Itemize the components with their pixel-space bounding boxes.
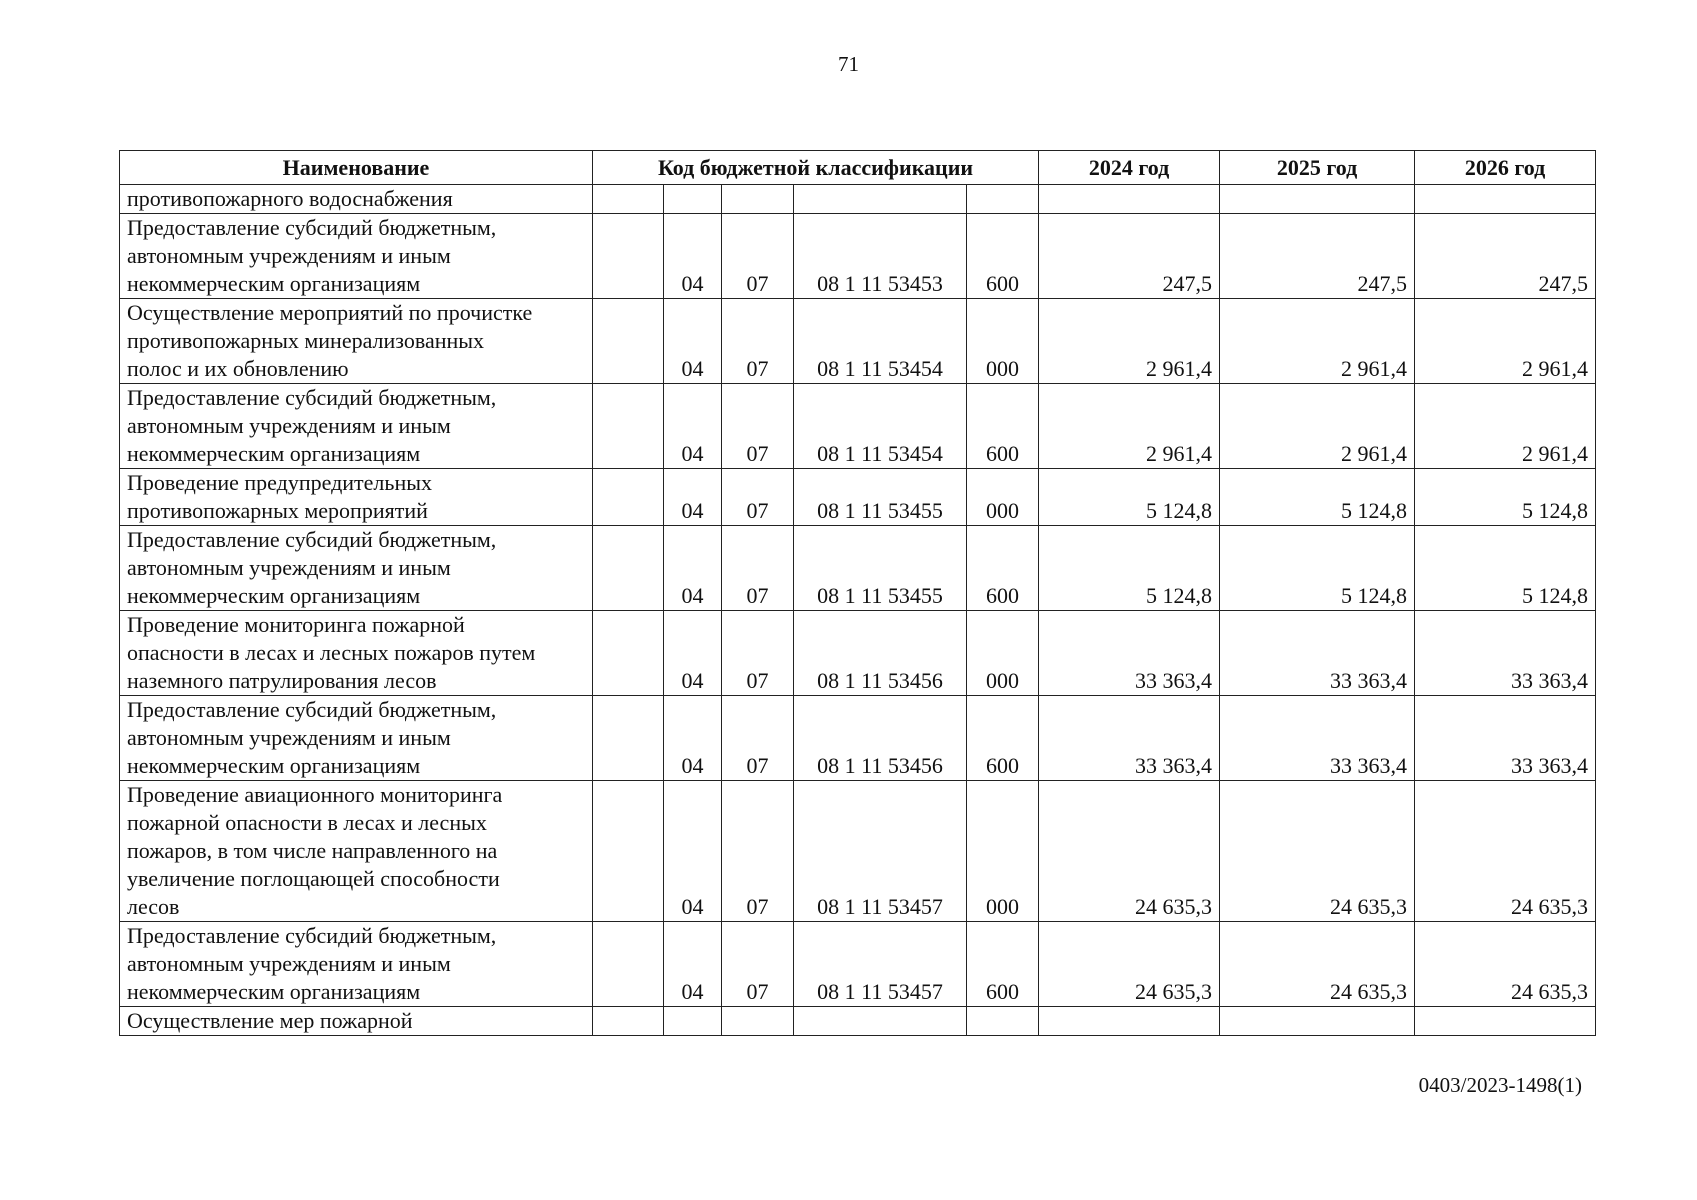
- row-value-2024: 5 124,8: [1039, 469, 1220, 526]
- row-value-2026: 24 635,3: [1415, 781, 1596, 922]
- row-name: Проведение авиационного мониторинга пожарной опасности в лесах и лесных пожаров, в том числе направленного на увеличение поглощающей способности лесов: [120, 781, 593, 922]
- row-code-subsection: 07: [722, 526, 794, 611]
- row-code-0: [593, 384, 664, 469]
- row-code-section: [664, 185, 722, 214]
- row-value-2025: 247,5: [1220, 214, 1415, 299]
- row-code-0: [593, 611, 664, 696]
- row-code-target: [794, 185, 967, 214]
- row-code-type: [967, 1007, 1039, 1036]
- row-value-2026: 5 124,8: [1415, 526, 1596, 611]
- row-value-2024: 2 961,4: [1039, 299, 1220, 384]
- row-code-type: [967, 185, 1039, 214]
- row-code-0: [593, 1007, 664, 1036]
- row-value-2026: 247,5: [1415, 214, 1596, 299]
- row-code-subsection: 07: [722, 299, 794, 384]
- row-code-subsection: 07: [722, 696, 794, 781]
- row-value-2026: 33 363,4: [1415, 611, 1596, 696]
- row-code-target: 08 1 11 53457: [794, 781, 967, 922]
- row-value-2024: 5 124,8: [1039, 526, 1220, 611]
- row-value-2024: 24 635,3: [1039, 781, 1220, 922]
- row-code-target: 08 1 11 53456: [794, 696, 967, 781]
- row-name: Осуществление мероприятий по прочистке противопожарных минерализованных полос и их обновлению: [120, 299, 593, 384]
- row-code-subsection: [722, 185, 794, 214]
- row-value-2026: 2 961,4: [1415, 384, 1596, 469]
- row-value-2024: 33 363,4: [1039, 611, 1220, 696]
- row-value-2025: 33 363,4: [1220, 696, 1415, 781]
- table-row: [120, 1007, 1596, 1036]
- row-code-0: [593, 214, 664, 299]
- header-code: Код бюджетной классификации: [593, 151, 1039, 185]
- table-row: [120, 214, 1596, 299]
- row-code-subsection: 07: [722, 922, 794, 1007]
- row-value-2026: 33 363,4: [1415, 696, 1596, 781]
- header-2025: 2025 год: [1220, 151, 1415, 185]
- row-code-subsection: 07: [722, 214, 794, 299]
- row-code-subsection: 07: [722, 781, 794, 922]
- table-row: [120, 185, 1596, 214]
- row-code-0: [593, 526, 664, 611]
- row-value-2026: 5 124,8: [1415, 469, 1596, 526]
- row-code-type: 600: [967, 922, 1039, 1007]
- row-code-type: 000: [967, 299, 1039, 384]
- row-value-2026: [1415, 185, 1596, 214]
- row-value-2025: [1220, 185, 1415, 214]
- row-code-target: 08 1 11 53455: [794, 469, 967, 526]
- row-code-section: [664, 1007, 722, 1036]
- row-code-subsection: [722, 1007, 794, 1036]
- row-name: Предоставление субсидий бюджетным, автономным учреждениям и иным некоммерческим организациям: [120, 922, 593, 1007]
- row-value-2026: 24 635,3: [1415, 922, 1596, 1007]
- row-code-target: 08 1 11 53455: [794, 526, 967, 611]
- row-value-2025: 24 635,3: [1220, 922, 1415, 1007]
- row-code-target: 08 1 11 53457: [794, 922, 967, 1007]
- row-value-2026: [1415, 1007, 1596, 1036]
- row-code-type: 600: [967, 384, 1039, 469]
- row-code-section: 04: [664, 299, 722, 384]
- table-row: [120, 781, 1596, 922]
- row-code-type: 600: [967, 214, 1039, 299]
- table-row: [120, 299, 1596, 384]
- row-value-2024: [1039, 1007, 1220, 1036]
- row-value-2025: 5 124,8: [1220, 469, 1415, 526]
- row-code-section: 04: [664, 469, 722, 526]
- row-code-0: [593, 922, 664, 1007]
- row-code-subsection: 07: [722, 384, 794, 469]
- row-code-target: 08 1 11 53454: [794, 299, 967, 384]
- row-code-target: 08 1 11 53456: [794, 611, 967, 696]
- row-code-section: 04: [664, 214, 722, 299]
- row-code-section: 04: [664, 922, 722, 1007]
- row-value-2024: 33 363,4: [1039, 696, 1220, 781]
- row-value-2025: [1220, 1007, 1415, 1036]
- table-row: [120, 384, 1596, 469]
- row-code-0: [593, 469, 664, 526]
- table-body: [120, 185, 1596, 1036]
- row-name: Предоставление субсидий бюджетным, автономным учреждениям и иным некоммерческим организациям: [120, 526, 593, 611]
- table-row: [120, 611, 1596, 696]
- row-value-2024: 24 635,3: [1039, 922, 1220, 1007]
- row-name: Проведение мониторинга пожарной опасности в лесах и лесных пожаров путем наземного патрулирования лесов: [120, 611, 593, 696]
- row-name: Предоставление субсидий бюджетным, автономным учреждениям и иным некоммерческим организациям: [120, 696, 593, 781]
- table-row: [120, 469, 1596, 526]
- row-value-2025: 2 961,4: [1220, 384, 1415, 469]
- row-code-section: 04: [664, 384, 722, 469]
- row-name: Проведение предупредительных противопожарных мероприятий: [120, 469, 593, 526]
- row-code-type: 000: [967, 469, 1039, 526]
- row-code-0: [593, 299, 664, 384]
- row-value-2025: 24 635,3: [1220, 781, 1415, 922]
- header-2026: 2026 год: [1415, 151, 1596, 185]
- row-code-section: 04: [664, 611, 722, 696]
- row-code-section: 04: [664, 696, 722, 781]
- row-value-2024: 247,5: [1039, 214, 1220, 299]
- row-value-2025: 33 363,4: [1220, 611, 1415, 696]
- row-code-subsection: 07: [722, 611, 794, 696]
- row-code-type: 000: [967, 781, 1039, 922]
- row-code-0: [593, 696, 664, 781]
- row-code-type: 600: [967, 696, 1039, 781]
- row-name: Осуществление мер пожарной: [120, 1007, 593, 1036]
- header-2024: 2024 год: [1039, 151, 1220, 185]
- row-code-type: 000: [967, 611, 1039, 696]
- row-code-target: 08 1 11 53454: [794, 384, 967, 469]
- budget-table: [119, 150, 1596, 1036]
- row-code-target: 08 1 11 53453: [794, 214, 967, 299]
- row-code-target: [794, 1007, 967, 1036]
- page-number: 71: [838, 52, 859, 76]
- row-name: противопожарного водоснабжения: [120, 185, 593, 214]
- row-value-2026: 2 961,4: [1415, 299, 1596, 384]
- row-code-0: [593, 781, 664, 922]
- row-value-2025: 2 961,4: [1220, 299, 1415, 384]
- row-code-0: [593, 185, 664, 214]
- row-name: Предоставление субсидий бюджетным, автономным учреждениям и иным некоммерческим организациям: [120, 384, 593, 469]
- document-id: 0403/2023-1498(1): [1418, 1073, 1582, 1097]
- table-header-row: [120, 151, 1596, 185]
- table-row: [120, 922, 1596, 1007]
- row-value-2024: 2 961,4: [1039, 384, 1220, 469]
- row-code-subsection: 07: [722, 469, 794, 526]
- table-row: [120, 526, 1596, 611]
- table-row: [120, 696, 1596, 781]
- row-name: Предоставление субсидий бюджетным, автономным учреждениям и иным некоммерческим организациям: [120, 214, 593, 299]
- row-code-section: 04: [664, 781, 722, 922]
- row-code-section: 04: [664, 526, 722, 611]
- row-value-2024: [1039, 185, 1220, 214]
- row-value-2025: 5 124,8: [1220, 526, 1415, 611]
- header-name: Наименование: [120, 151, 593, 185]
- row-code-type: 600: [967, 526, 1039, 611]
